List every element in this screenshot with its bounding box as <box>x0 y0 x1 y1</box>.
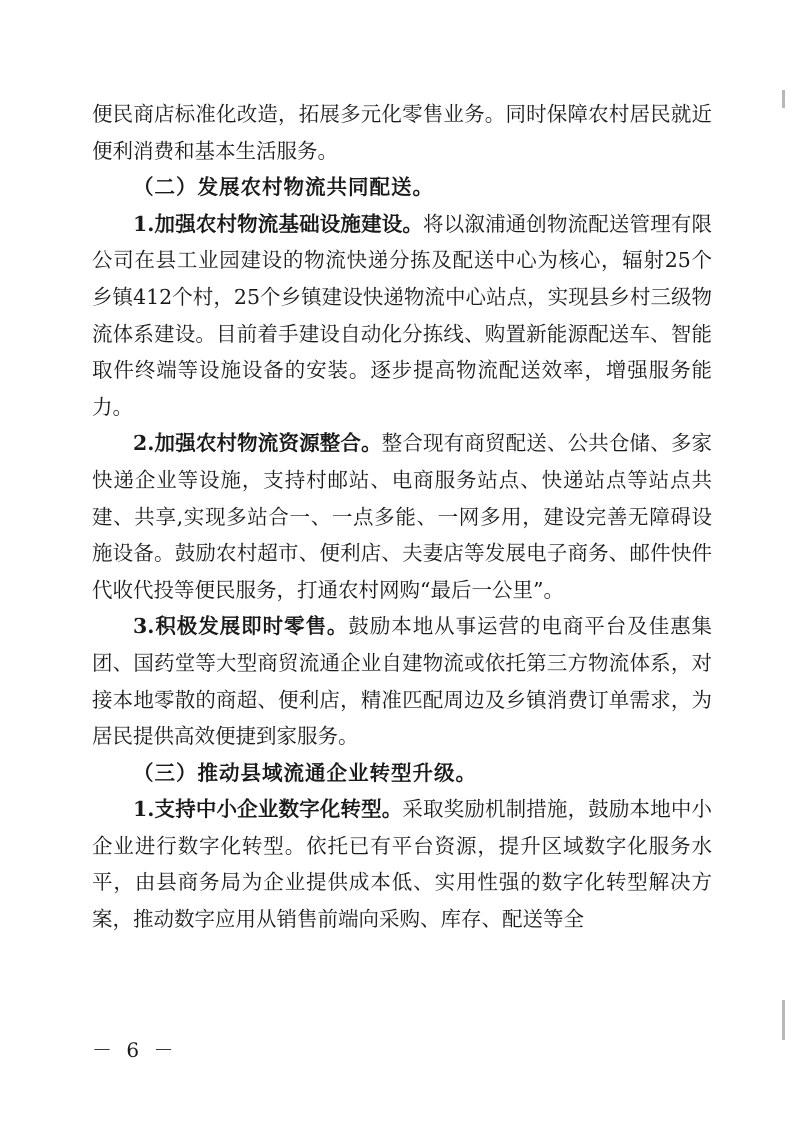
paragraph-text: 将以溆浦通创物流配送管理有限公司在县工业园建设的物流快递分拣及配送中心为核心，辐射25个乡镇412个村，25个乡镇建设快递物流中心站点，实现县乡村三级物流体系建设。目前着手建设自动化分拣线、购置新能源配送车、智能取件终端等设施设备的安装。逐步提高物流配送效率，增强服务能力。 <box>92 211 713 419</box>
document-body <box>92 96 712 938</box>
page-number: － 6 － <box>92 1038 178 1062</box>
paragraph-text: 整合现有商贸配送、公共仓储、多家快递企业等设施，支持村邮站、电商服务站点、快递站点等站点共建、共享,实现多站合一、一点多能、一网多用，建设完善无障碍设施设备。鼓励农村超市、便利店、夫妻店等发展电子商务、邮件快件代收代投等便民服务，打通农村网购“最后一公里”。 <box>92 431 713 602</box>
paragraph-lead: 1.支持中小企业数字化转型。 <box>133 797 403 822</box>
paragraph-continuation <box>92 96 712 169</box>
scan-edge-mark <box>782 90 785 108</box>
paragraph-digital-transformation <box>92 791 712 937</box>
paragraph-text: 鼓励本地从事运营的电商平台及佳惠集团、国药堂等大型商贸流通企业自建物流或依托第三方物流体系，对接本地零散的商超、便利店，精准匹配周边及乡镇消费订单需求，为居民提供高效便捷到家服务。 <box>92 614 713 749</box>
paragraph-lead: 3.积极发展即时零售。 <box>133 614 349 639</box>
paragraph-text: 便民商店标准化改造，拓展多元化零售业务。同时保障农村居民就近便利消费和基本生活服务。 <box>92 102 712 163</box>
section-heading-logistics: （二）发展农村物流共同配送。 <box>133 175 434 200</box>
scan-edge-mark <box>782 1000 785 1040</box>
paragraph-lead: 1.加强农村物流基础设施建设。 <box>133 211 424 236</box>
paragraph-lead: 2.加强农村物流资源整合。 <box>133 431 382 456</box>
section-heading-enterprise-upgrade: （三）推动县域流通企业转型升级。 <box>133 760 477 785</box>
paragraph-logistics-infrastructure <box>92 206 712 426</box>
paragraph-instant-retail <box>92 608 712 754</box>
paragraph-text: 采取奖励机制措施，鼓励本地中小企业进行数字化转型。依托已有平台资源，提升区域数字化服务水平，由县商务局为企业提供成本低、实用性强的数字化转型解决方案，推动数字应用从销售前端向采购、库存、配送等全 <box>92 797 712 932</box>
paragraph-logistics-resources <box>92 425 712 608</box>
